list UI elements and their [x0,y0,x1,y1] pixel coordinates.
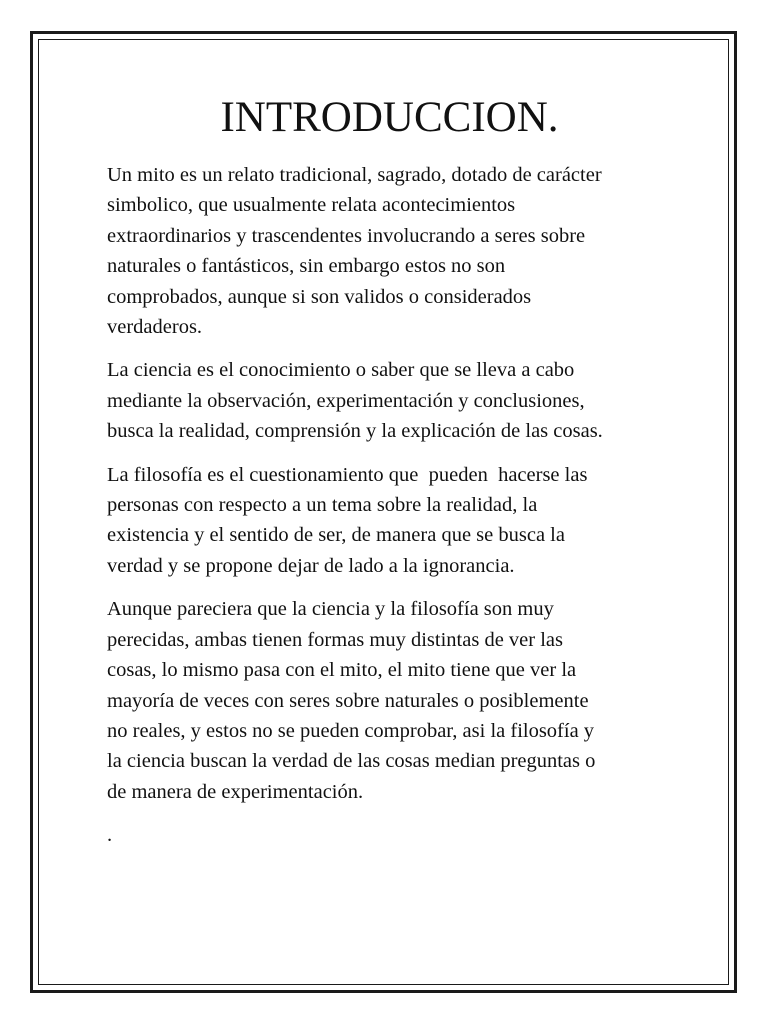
text-line: no reales, y estos no se pueden comprobar, asi la filosofía y [107,719,595,742]
paragraph-filosofia [107,460,672,582]
text-line: la ciencia buscan la verdad de las cosas median preguntas o [107,750,596,773]
text-line: naturales o fantásticos, sin embargo estos no son [107,255,506,278]
text-line: existencia y el sentido de ser, de manera que se busca la [107,524,565,547]
text-line: verdad y se propone dejar de lado a la ignorancia. [107,554,515,577]
text-line: personas con respecto a un tema sobre la realidad, la [107,494,538,517]
text-line: verdaderos. [107,316,203,339]
document-title: INTRODUCCION. [220,94,559,141]
text-line: La filosofía es el cuestionamiento que pueden hacerse las [107,463,588,486]
text-line: Aunque pareciera que la ciencia y la filosofía son muy [107,598,554,621]
text-line: perecidas, ambas tienen formas muy distintas de ver las [107,628,563,651]
paragraph-trailing-period [107,820,672,850]
text-line: cosas, lo mismo pasa con el mito, el mito tiene que ver la [107,659,577,682]
text-line: extraordinarios y trascendentes involucrando a seres sobre [107,224,586,247]
paragraph-comparacion [107,594,672,807]
paragraph-ciencia [107,355,672,446]
document-body [107,90,672,864]
text-line: comprobados, aunque si son validos o considerados [107,285,532,308]
text-line: Un mito es un relato tradicional, sagrado, dotado de carácter [107,164,602,186]
text-line: busca la realidad, comprensión y la explicación de las cosas. [107,420,603,443]
text-line: de manera de experimentación. [107,780,364,803]
paragraph-mito [107,160,672,342]
text-line: mediante la observación, experimentación y conclusiones, [107,389,585,412]
text-line: simbolico, que usualmente relata acontecimientos [107,194,516,217]
text-line: . [107,824,113,847]
text-line: La ciencia es el conocimiento o saber que se lleva a cabo [107,359,575,382]
text-line: mayoría de veces con seres sobre naturales o posiblemente [107,689,589,712]
